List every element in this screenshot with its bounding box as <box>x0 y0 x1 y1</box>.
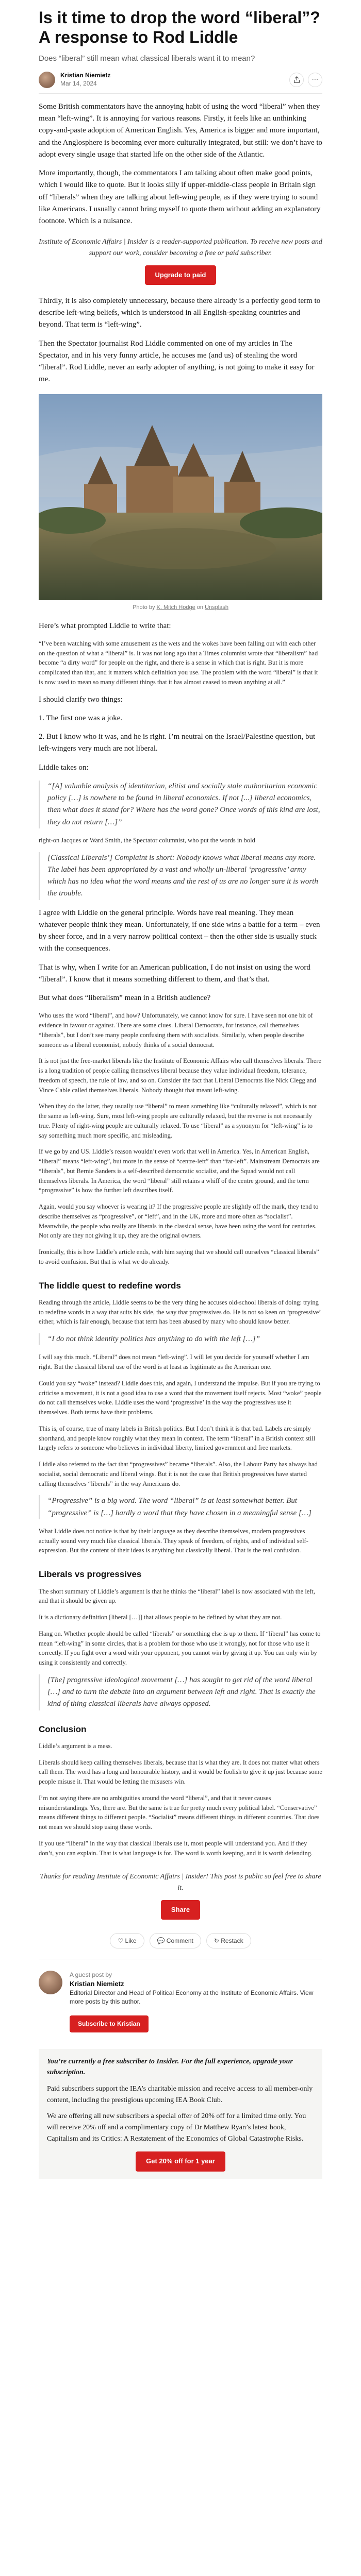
promo-button-wrap <box>47 2151 314 2171</box>
share-cta <box>39 1871 322 1920</box>
discount-button[interactable]: Get 20% off for 1 year <box>136 2151 225 2171</box>
hero-image[interactable] <box>39 394 322 600</box>
body-paragraph: If you use “liberal” in the way that classical liberals use it, most people will understand you. And if they don’t, you can explain. That is what language is for. The word is worth keeping, and it is worth defending. <box>39 1839 313 1857</box>
comment-button[interactable]: 💬 Comment <box>150 1933 201 1949</box>
body-paragraph: Hang on. Whether people should be called “liberals” or something else is up to them. If “liberal” has come to mean “left-wing” in some circles, that is a problem for those who use it wrongly, not for those who use it correctly. If you fight over a word with your opponent, you cannot win by giving it up. You can only win by using it consistently and correctly. <box>39 1630 321 1666</box>
body-paragraph: I should clarify two things: <box>39 695 123 704</box>
section-heading: Liberals vs progressives <box>39 1569 142 1580</box>
upgrade-to-paid-button[interactable]: Upgrade to paid <box>145 265 217 285</box>
author-name[interactable]: Kristian Niemietz <box>60 72 111 79</box>
promo-text: We are offering all new subscribers a special offer of 20% off for a limited time only. You will receive 20% off and a complimentary copy of Dr Matthew Ryan’s latest book, Capitalism and its Critics: A Restatement of the Economics of Global Catastrophe Risks. <box>47 2112 306 2143</box>
author-avatar[interactable] <box>39 72 55 88</box>
byline-actions <box>289 73 322 87</box>
restack-button[interactable]: ↻ Restack <box>206 1933 251 1949</box>
byline <box>39 72 322 88</box>
body-paragraph: This is, of course, true of many labels in British politics. But I don’t think it is that bad. Labels are simply shorthand, and people know roughly what they mean in context. The term “liberal” in a British context still largely refers to someone who believes in individual liberty, limited government and free markets. <box>39 1425 316 1452</box>
share-button[interactable]: Share <box>161 1900 200 1920</box>
author-card-avatar[interactable] <box>39 1971 62 1994</box>
caption-author-link[interactable]: K. Mitch Hodge <box>156 604 195 611</box>
promo-text: Paid subscribers support the IEA’s charitable mission and receive access to all member-only content, including the prestigious upcoming IEA Book Club. <box>47 2085 313 2104</box>
share-icon-glyph <box>293 76 300 83</box>
body-paragraph: The short summary of Liddle’s argument is that he thinks the “liberal” label is now associated with the left, and that it should be given up. <box>39 1587 316 1605</box>
body-paragraph: I’m not saying there are no ambiguities around the word “liberal”, and that it never causes misunderstandings. Yes, there are. But the same is true for pretty much every political label. “Conservative” means different things to different people. “Socialist” means different things in different countries. That does not mean we should stop using these words. <box>39 1794 320 1831</box>
author-card-bio: Editorial Director and Head of Political Economy at the Institute of Economic Affairs. View more posts by this author. <box>70 1989 314 2006</box>
author-card <box>39 1971 322 2006</box>
share-note: Thanks for reading Institute of Economic Affairs | Insider! This post is public so feel free to share it. <box>40 1873 321 1892</box>
author-card-meta <box>70 1971 322 2006</box>
pull-quote: [Classical Liberals’] Complaint is short: Nobody knows what liberal means any more. The label has been appropriated by a vast and wholly un-liberal ‘progressive’ army which has no idea what the word means and the rest of us are no longer sure it is worth the trouble. <box>39 852 322 900</box>
list-item: 2. But I know who it was, and he is right. I’m neutral on the Israel/Palestine question, but left-wingers very much are not liberal. <box>39 733 316 753</box>
intro-paragraph: More importantly, though, the commentators I am talking about often make good points, which I would like to quote. But it looks silly if upper-middle-class people in Britain sign off “liberals” when they are talking about left-wing people, as if they were trying to sound like Americans. I usually cannot bring myself to quote them without adding an explanatory footnote. Which is a nuisance. <box>39 169 321 225</box>
body-paragraph: Could you say “woke” instead? Liddle does this, and again, I understand the impulse. But if you are trying to criticise a movement, it is not a good idea to use a word that the movement itself rejects. Most “woke” people do not call themselves woke. Liddle uses the word ‘progressive’ in the way the progressives use it themselves. Both terms have their problems. <box>39 1379 322 1416</box>
body-paragraph: What Liddle does not notice is that by their language as they describe themselves, modern progressives actually sound very much like classical liberals. They speak of freedom, of rights, and of individual self-expression. But the content of their ideas is anything but classically liberal. That is the real confusion. <box>39 1527 308 1554</box>
more-icon[interactable]: ⋯ <box>308 73 322 87</box>
body-paragraph: “I’ve been watching with some amusement as the wets and the wokes have been falling out with each other on the question of what a “liberal” is. It was not long ago that a Times columnist wrote that “liberalism” had become “a dirty word” for people on the right, and there is a sense in which that is right. But it is more complicated than that, and it matters which definition you use. The problem with the word “liberal” is that it is now used to mean so many different things that it has almost ceased to mean anything at all.” <box>39 639 318 686</box>
body-paragraph: That is why, when I write for an American publication, I do not insist on using the word “liberal”. I know that it means something different to them, and that’s that. <box>39 963 310 984</box>
body-paragraph: Then the Spectator journalist Rod Liddle commented on one of my articles in The Spectator, and in his very funny article, he accuses me (and us) of stealing the word “liberal”. Rod Liddle, never an early adopter of anything, is not going to make it easy for me. <box>39 339 315 384</box>
quote-source: right-on Jacques or Ward Smith, the Spectator columnist, who put the words in bold <box>39 836 255 844</box>
subscribe-author-button[interactable]: Subscribe to Kristian <box>70 2015 149 2032</box>
body-paragraph: Thirdly, it is also completely unnecessary, because there already is a perfectly good term to describe left-wing beliefs, which is understood in all English-speaking countries and beyond. That term is “left-wing”. <box>39 296 321 329</box>
like-button[interactable]: ♡ Like <box>110 1933 144 1949</box>
intro-paragraph: Some British commentators have the annoying habit of using the word “liberal” when they mean “left-wing”. It is annoying for various reasons. Firstly, it feels like an unthinking copy-and-paste adoption of American English. Yes, America is bigger and more important, and the Anglosphere is becoming ever more culturally integrated, but still: we don’t have to adopt every single usage that started life on the other side of the Atlantic. <box>39 102 322 159</box>
body-paragraph: If we go by and US. Liddle’s reason wouldn’t even work that well in America. Yes, in American English, “liberal” means “left-wing”, but more in the sense of “centre-left” than “far-left”. Mainstream Democrats are “liberals”, but Bernie Sanders is a self-described democratic socialist, and the Squad would not call themselves liberals. In America, the word “liberal” still retains a whiff of the centre ground, and the term “progressive” is how the further left describes itself. <box>39 1148 320 1194</box>
pull-quote: [The] progressive ideological movement […] has sought to get rid of the word liberal […] and to turn the debate into an argument between left and right. That is exactly the kind of thing classical liberals have always opposed. <box>39 1674 322 1710</box>
body-paragraph: Liddle also referred to the fact that “progressives” became “liberals”. Also, the Labour Party has always had socialist, social democratic and liberal wings. But it is not the case that British progressives have started calling themselves “liberals” in the way Americans do. <box>39 1461 318 1487</box>
byline-text <box>60 72 110 88</box>
author-card-label: A guest post by <box>70 1971 112 1979</box>
image-caption <box>39 603 322 612</box>
caption-prefix: Photo by <box>133 604 155 611</box>
author-card-name[interactable]: Kristian Niemietz <box>70 1980 124 1988</box>
pull-quote: “[A] valuable analysis of identitarian, elitist and socially stale authoritarian economic policy […] is nowhere to be found in liberal economics. If not [...] liberal economics, then what does it stand for? Where has the word gone? Once words of this kind are lost, they do not return […]” <box>39 781 322 828</box>
body-paragraph: Again, would you say whoever is wearing it? If the progressive people are slightly off the mark, they tend to describe themselves as “progressive”, or “left”, and in the UK, more and more often as “socialist”. Meanwhile, the people who really are liberals in the classical sense, have been using the word for centuries. Not only are they not giving it up, they are the original owners. <box>39 1203 319 1240</box>
caption-mid: on <box>196 604 204 611</box>
landscape-photo-icon <box>39 394 322 600</box>
body-paragraph: Ironically, this is how Liddle’s article ends, with him saying that we should call ourselves “classical liberals” to avoid confusion. But that is what we do already. <box>39 1248 319 1265</box>
upgrade-promo <box>39 2049 322 2179</box>
body-paragraph: Reading through the article, Liddle seems to be the very thing he accuses old-school liberals of doing: trying to redefine words in a way that suits his side, the way that progressives do. He is not so keen on ‘progressive’ either, which is fair enough, because that term has been abused by many who should know better. <box>39 1298 321 1326</box>
engagement-row <box>39 1928 322 1954</box>
body-paragraph: Liddle takes on: <box>39 763 89 772</box>
body-paragraph: Here’s what prompted Liddle to write that: <box>39 621 171 630</box>
share-icon[interactable] <box>289 73 304 87</box>
article-title: Is it time to drop the word “liberal”? A response to Rod Liddle <box>39 8 320 46</box>
article-column <box>39 8 322 2179</box>
body-paragraph: I will say this much. “Liberal” does not mean “left-wing”. I will let you decide for yourself whether I am right. But the classical liberal use of the word is at least as legitimate as the American one. <box>39 1353 309 1371</box>
subscribe-text: Institute of Economic Affairs | Insider is a reader-supported publication. To receive new posts and support our work, consider becoming a free or paid subscriber. <box>39 238 322 257</box>
caption-source-link[interactable]: Unsplash <box>205 604 228 611</box>
section-heading: Conclusion <box>39 1724 87 1734</box>
body-paragraph: When they do the latter, they usually use “liberal” to mean something like “culturally relaxed”, which is not the same as left-wing. Sure, most left-wing people are culturally relaxed, but the reverse is not necessarily true. Plenty of right-wing people are culturally relaxed. To use “liberal” as a synonym for “left-wing” is to say something much more specific, and misleading. <box>39 1103 317 1139</box>
body-paragraph: It is not just the free-market liberals like the Institute of Economic Affairs who call themselves liberals. There is a long tradition of people calling themselves liberal because they value individual freedom, tolerance, freedom of speech, the rule of law, and so on. Consider the fact that Liberal Democrats like Nick Clegg and Vince Cable called themselves liberals. Nobody thought that meant left-wing. <box>39 1057 321 1094</box>
pull-quote: “I do not think identity politics has anything to do with the left […]” <box>39 1333 322 1345</box>
body-paragraph: It is a dictionary definition [liberal […]] that allows people to be defined by what they are not. <box>39 1614 282 1621</box>
publish-date: Mar 14, 2024 <box>60 79 97 87</box>
divider <box>39 93 322 94</box>
body-paragraph: But what does “liberalism” mean in a British audience? <box>39 994 211 1003</box>
promo-headline: You’re currently a free subscriber to Insider. For the full experience, upgrade your subscription. <box>47 2057 293 2077</box>
body-paragraph: Who uses the word “liberal”, and how? Unfortunately, we cannot know for sure. I have seen not one bit of evidence in favour or against. There are some clues. Liberal Democrats, for instance, call themselves “liberals”, but I don’t see many people confusing them with socialists. Similarly, when people describe someone as a liberal economist, nobody thinks of a social democrat. <box>39 1012 313 1048</box>
body-paragraph: Liddle’s argument is a mess. <box>39 1742 112 1750</box>
pull-quote: “Progressive” is a big word. The word “liberal” is at least somewhat better. But “progressive” is […] hardly a word that they have chosen in a meaningful sense […] <box>39 1495 322 1519</box>
body-paragraph: I agree with Liddle on the general principle. Words have real meaning. They mean whatever people think they mean. Unfortunately, if one side wins a battle for a term – even by sheer force, and in a very narrow political context – then the other side is usually stuck with the consequences. <box>39 908 320 953</box>
article-subtitle: Does “liberal” still mean what classical liberals want it to mean? <box>39 54 255 63</box>
body-paragraph: Liberals should keep calling themselves liberals, because that is what they are. It does not matter what others call them. The word has a long and honourable history, and it would be foolish to give it up just because some people misuse it. That would be letting the misusers win. <box>39 1758 322 1786</box>
subscribe-box <box>39 236 322 285</box>
list-item: 1. The first one was a joke. <box>39 714 123 722</box>
section-heading: The liddle quest to redefine words <box>39 1280 181 1291</box>
